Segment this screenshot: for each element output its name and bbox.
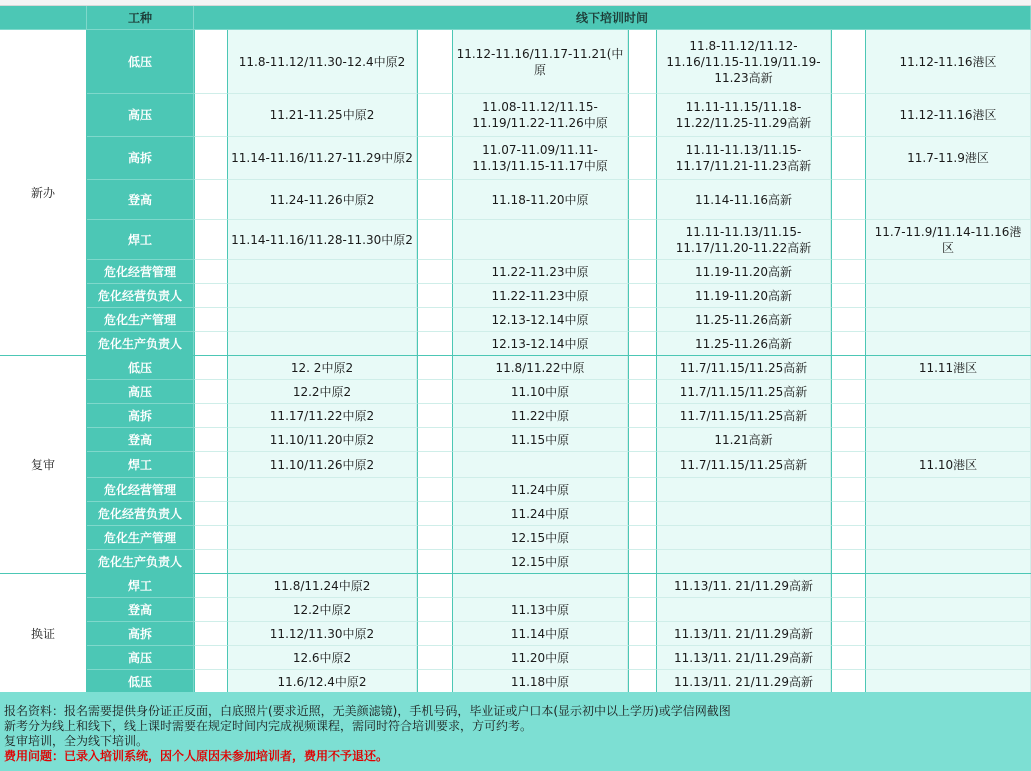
gap-cell[interactable] [628, 30, 657, 94]
gap-cell[interactable] [831, 380, 866, 404]
schedule-cell-zhongyuan[interactable]: 11.22中原 [453, 404, 628, 428]
work-type-cell[interactable]: 低压 [87, 30, 194, 94]
work-type-cell[interactable]: 危化生产负责人 [87, 332, 194, 356]
gap-cell[interactable] [831, 332, 866, 356]
gap-cell[interactable] [194, 452, 228, 478]
schedule-cell-zhongyuan[interactable]: 11.15中原 [453, 428, 628, 452]
header-category-blank[interactable] [0, 6, 87, 30]
work-type-cell[interactable]: 危化经营负责人 [87, 284, 194, 308]
gap-cell[interactable] [194, 30, 228, 94]
gap-cell[interactable] [194, 574, 228, 598]
gap-cell[interactable] [628, 137, 657, 180]
gap-cell[interactable] [831, 308, 866, 332]
schedule-cell-zhongyuan2[interactable]: 11.17/11.22中原2 [228, 404, 417, 428]
schedule-cell-zhongyuan[interactable]: 11.18-11.20中原 [453, 180, 628, 220]
schedule-cell-zhongyuan2[interactable]: 11.10/11.20中原2 [228, 428, 417, 452]
work-type-cell[interactable]: 焊工 [87, 452, 194, 478]
schedule-cell-zhongyuan2[interactable]: 12.2中原2 [228, 598, 417, 622]
gap-cell[interactable] [417, 526, 453, 550]
header-work-type[interactable]: 工种 [87, 6, 194, 30]
gap-cell[interactable] [628, 356, 657, 380]
schedule-cell-gangqu[interactable] [866, 380, 1031, 404]
gap-cell[interactable] [628, 574, 657, 598]
work-type-cell[interactable]: 低压 [87, 670, 194, 694]
schedule-cell-zhongyuan[interactable]: 12.15中原 [453, 550, 628, 574]
schedule-cell-zhongyuan2[interactable] [228, 550, 417, 574]
schedule-cell-zhongyuan[interactable]: 11.07-11.09/11.11-11.13/11.15-11.17中原 [453, 137, 628, 180]
gap-cell[interactable] [628, 622, 657, 646]
gap-cell[interactable] [194, 598, 228, 622]
schedule-cell-zhongyuan[interactable]: 12.15中原 [453, 526, 628, 550]
schedule-cell-gangqu[interactable] [866, 478, 1031, 502]
notes-panel [0, 692, 1031, 771]
work-type-cell[interactable]: 登高 [87, 598, 194, 622]
schedule-cell-gangqu[interactable] [866, 502, 1031, 526]
gap-cell[interactable] [628, 646, 657, 670]
work-type-cell[interactable]: 危化生产管理 [87, 526, 194, 550]
gap-cell[interactable] [417, 94, 453, 137]
gap-cell[interactable] [628, 180, 657, 220]
gap-cell[interactable] [194, 94, 228, 137]
schedule-cell-zhongyuan[interactable]: 11.14中原 [453, 622, 628, 646]
gap-cell[interactable] [417, 550, 453, 574]
schedule-cell-gaoxin[interactable] [657, 502, 831, 526]
schedule-cell-gangqu[interactable] [866, 428, 1031, 452]
gap-cell[interactable] [417, 404, 453, 428]
schedule-cell-zhongyuan[interactable]: 12.13-12.14中原 [453, 308, 628, 332]
work-type-cell[interactable]: 高压 [87, 94, 194, 137]
schedule-cell-zhongyuan2[interactable]: 11.6/12.4中原2 [228, 670, 417, 694]
gap-cell[interactable] [417, 260, 453, 284]
gap-cell[interactable] [628, 502, 657, 526]
gap-cell[interactable] [417, 30, 453, 94]
schedule-cell-gaoxin[interactable]: 11.25-11.26高新 [657, 308, 831, 332]
schedule-cell-zhongyuan2[interactable] [228, 478, 417, 502]
gap-cell[interactable] [417, 574, 453, 598]
schedule-cell-gaoxin[interactable]: 11.11-11.13/11.15-11.17/11.21-11.23高新 [657, 137, 831, 180]
work-type-cell[interactable]: 高压 [87, 646, 194, 670]
work-type-cell[interactable]: 危化经营管理 [87, 260, 194, 284]
gap-cell[interactable] [628, 598, 657, 622]
schedule-cell-gaoxin[interactable] [657, 550, 831, 574]
schedule-cell-gaoxin[interactable]: 11.7/11.15/11.25高新 [657, 380, 831, 404]
gap-cell[interactable] [417, 428, 453, 452]
gap-cell[interactable] [417, 220, 453, 260]
schedule-cell-zhongyuan[interactable]: 11.08-11.12/11.15-11.19/11.22-11.26中原 [453, 94, 628, 137]
category-cell[interactable]: 复审 [0, 356, 87, 574]
gap-cell[interactable] [831, 622, 866, 646]
schedule-cell-gaoxin[interactable]: 11.14-11.16高新 [657, 180, 831, 220]
gap-cell[interactable] [194, 260, 228, 284]
gap-cell[interactable] [194, 404, 228, 428]
gap-cell[interactable] [417, 356, 453, 380]
gap-cell[interactable] [831, 404, 866, 428]
gap-cell[interactable] [628, 220, 657, 260]
work-type-cell[interactable]: 高拆 [87, 137, 194, 180]
schedule-cell-gangqu[interactable] [866, 308, 1031, 332]
gap-cell[interactable] [417, 284, 453, 308]
schedule-cell-zhongyuan2[interactable]: 11.8-11.12/11.30-12.4中原2 [228, 30, 417, 94]
schedule-cell-gangqu[interactable] [866, 404, 1031, 428]
gap-cell[interactable] [831, 574, 866, 598]
schedule-cell-zhongyuan[interactable]: 11.22-11.23中原 [453, 260, 628, 284]
schedule-cell-zhongyuan2[interactable]: 12.6中原2 [228, 646, 417, 670]
gap-cell[interactable] [628, 428, 657, 452]
schedule-cell-zhongyuan[interactable]: 11.10中原 [453, 380, 628, 404]
gap-cell[interactable] [628, 526, 657, 550]
gap-cell[interactable] [628, 404, 657, 428]
schedule-cell-gaoxin[interactable]: 11.7/11.15/11.25高新 [657, 356, 831, 380]
schedule-cell-gangqu[interactable] [866, 646, 1031, 670]
schedule-cell-zhongyuan[interactable]: 11.20中原 [453, 646, 628, 670]
schedule-cell-zhongyuan2[interactable]: 12.2中原2 [228, 380, 417, 404]
gap-cell[interactable] [417, 137, 453, 180]
gap-cell[interactable] [194, 646, 228, 670]
gap-cell[interactable] [417, 308, 453, 332]
work-type-cell[interactable]: 焊工 [87, 220, 194, 260]
schedule-cell-gaoxin[interactable]: 11.7/11.15/11.25高新 [657, 404, 831, 428]
schedule-cell-gangqu[interactable] [866, 284, 1031, 308]
schedule-cell-gangqu[interactable]: 11.7-11.9港区 [866, 137, 1031, 180]
header-training-schedule[interactable]: 线下培训时间 [194, 6, 1031, 30]
note-review-training: 复审培训，全为线下培训。 [4, 734, 149, 748]
schedule-cell-zhongyuan2[interactable] [228, 502, 417, 526]
gap-cell[interactable] [831, 646, 866, 670]
schedule-cell-gaoxin[interactable] [657, 598, 831, 622]
schedule-cell-gangqu[interactable]: 11.10港区 [866, 452, 1031, 478]
schedule-cell-gaoxin[interactable]: 11.11-11.15/11.18-11.22/11.25-11.29高新 [657, 94, 831, 137]
schedule-cell-gaoxin[interactable]: 11.13/11. 21/11.29高新 [657, 574, 831, 598]
schedule-cell-gangqu[interactable]: 11.12-11.16港区 [866, 94, 1031, 137]
gap-cell[interactable] [194, 380, 228, 404]
gap-cell[interactable] [628, 284, 657, 308]
gap-cell[interactable] [194, 356, 228, 380]
gap-cell[interactable] [194, 428, 228, 452]
schedule-cell-gangqu[interactable] [866, 670, 1031, 694]
gap-cell[interactable] [194, 526, 228, 550]
schedule-cell-gaoxin[interactable]: 11.13/11. 21/11.29高新 [657, 646, 831, 670]
work-type-cell[interactable]: 焊工 [87, 574, 194, 598]
schedule-cell-zhongyuan2[interactable]: 11.14-11.16/11.28-11.30中原2 [228, 220, 417, 260]
work-type-cell[interactable]: 低压 [87, 356, 194, 380]
gap-cell[interactable] [417, 332, 453, 356]
gap-cell[interactable] [831, 670, 866, 694]
schedule-cell-zhongyuan2[interactable] [228, 308, 417, 332]
work-type-cell[interactable]: 危化经营负责人 [87, 502, 194, 526]
note-new-exam-mode: 新考分为线上和线下，线上课时需要在规定时间内完成视频课程，需同时符合培训要求，方可约考。 [4, 719, 533, 733]
schedule-cell-gaoxin[interactable]: 11.13/11. 21/11.29高新 [657, 622, 831, 646]
gap-cell[interactable] [628, 94, 657, 137]
gap-cell[interactable] [417, 502, 453, 526]
schedule-cell-zhongyuan2[interactable]: 11.10/11.26中原2 [228, 452, 417, 478]
note-registration-materials: 报名资料：报名需要提供身份证正反面，白底照片(要求近照，无美颜滤镜)，手机号码，毕业证或户口本(显示初中以上学历)或学信网截图 [4, 704, 731, 718]
gap-cell[interactable] [417, 452, 453, 478]
schedule-cell-zhongyuan2[interactable] [228, 260, 417, 284]
schedule-cell-gaoxin[interactable]: 11.7/11.15/11.25高新 [657, 452, 831, 478]
schedule-cell-zhongyuan2[interactable]: 12. 2中原2 [228, 356, 417, 380]
gap-cell[interactable] [194, 137, 228, 180]
schedule-cell-gangqu[interactable]: 11.12-11.16港区 [866, 30, 1031, 94]
gap-cell[interactable] [628, 308, 657, 332]
schedule-cell-gangqu[interactable]: 11.11港区 [866, 356, 1031, 380]
gap-cell[interactable] [194, 622, 228, 646]
schedule-cell-zhongyuan2[interactable]: 11.24-11.26中原2 [228, 180, 417, 220]
gap-cell[interactable] [831, 284, 866, 308]
schedule-cell-gangqu[interactable] [866, 574, 1031, 598]
gap-cell[interactable] [417, 478, 453, 502]
gap-cell[interactable] [194, 284, 228, 308]
gap-cell[interactable] [831, 478, 866, 502]
schedule-cell-gangqu[interactable] [866, 332, 1031, 356]
work-type-cell[interactable]: 登高 [87, 180, 194, 220]
gap-cell[interactable] [831, 220, 866, 260]
gap-cell[interactable] [831, 94, 866, 137]
schedule-cell-gangqu[interactable] [866, 550, 1031, 574]
schedule-cell-zhongyuan2[interactable] [228, 284, 417, 308]
schedule-cell-zhongyuan2[interactable]: 11.21-11.25中原2 [228, 94, 417, 137]
schedule-cell-zhongyuan[interactable]: 11.24中原 [453, 478, 628, 502]
gap-cell[interactable] [417, 380, 453, 404]
gap-cell[interactable] [194, 670, 228, 694]
gap-cell[interactable] [194, 550, 228, 574]
work-type-cell[interactable]: 高压 [87, 380, 194, 404]
schedule-cell-zhongyuan2[interactable]: 11.12/11.30中原2 [228, 622, 417, 646]
schedule-cell-zhongyuan2[interactable] [228, 526, 417, 550]
schedule-cell-gangqu[interactable] [866, 526, 1031, 550]
schedule-cell-gaoxin[interactable]: 11.25-11.26高新 [657, 332, 831, 356]
schedule-cell-zhongyuan[interactable]: 11.13中原 [453, 598, 628, 622]
gap-cell[interactable] [831, 30, 866, 94]
gap-cell[interactable] [628, 478, 657, 502]
gap-cell[interactable] [194, 502, 228, 526]
schedule-cell-zhongyuan[interactable] [453, 452, 628, 478]
category-cell[interactable]: 换证 [0, 574, 87, 694]
schedule-cell-gaoxin[interactable] [657, 526, 831, 550]
schedule-cell-gangqu[interactable] [866, 598, 1031, 622]
gap-cell[interactable] [628, 332, 657, 356]
gap-cell[interactable] [417, 598, 453, 622]
schedule-cell-zhongyuan[interactable]: 11.12-11.16/11.17-11.21(中原 [453, 30, 628, 94]
gap-cell[interactable] [417, 646, 453, 670]
gap-cell[interactable] [628, 380, 657, 404]
schedule-cell-zhongyuan[interactable]: 11.8/11.22中原 [453, 356, 628, 380]
gap-cell[interactable] [628, 452, 657, 478]
gap-cell[interactable] [831, 428, 866, 452]
work-type-cell[interactable]: 危化生产负责人 [87, 550, 194, 574]
gap-cell[interactable] [417, 180, 453, 220]
schedule-cell-zhongyuan[interactable]: 11.24中原 [453, 502, 628, 526]
gap-cell[interactable] [831, 502, 866, 526]
gap-cell[interactable] [831, 137, 866, 180]
schedule-cell-gangqu[interactable] [866, 180, 1031, 220]
schedule-cell-zhongyuan[interactable]: 11.22-11.23中原 [453, 284, 628, 308]
schedule-cell-gaoxin[interactable]: 11.19-11.20高新 [657, 260, 831, 284]
note-fee-warning: 费用问题：已录入培训系统，因个人原因未参加培训者，费用不予退还。 [4, 749, 389, 763]
gap-cell[interactable] [831, 550, 866, 574]
gap-cell[interactable] [417, 670, 453, 694]
schedule-cell-zhongyuan[interactable]: 12.13-12.14中原 [453, 332, 628, 356]
gap-cell[interactable] [628, 260, 657, 284]
gap-cell[interactable] [831, 526, 866, 550]
work-type-cell[interactable]: 登高 [87, 428, 194, 452]
schedule-cell-gaoxin[interactable]: 11.11-11.13/11.15-11.17/11.20-11.22高新 [657, 220, 831, 260]
work-type-cell[interactable]: 高拆 [87, 404, 194, 428]
schedule-cell-gaoxin[interactable]: 11.19-11.20高新 [657, 284, 831, 308]
schedule-cell-zhongyuan[interactable] [453, 574, 628, 598]
schedule-cell-gaoxin[interactable]: 11.8-11.12/11.12-11.16/11.15-11.19/11.19-11.23高新 [657, 30, 831, 94]
category-cell[interactable]: 新办 [0, 30, 87, 356]
gap-cell[interactable] [831, 180, 866, 220]
gap-cell[interactable] [831, 356, 866, 380]
gap-cell[interactable] [194, 308, 228, 332]
work-type-cell[interactable]: 危化经营管理 [87, 478, 194, 502]
schedule-cell-gaoxin[interactable] [657, 478, 831, 502]
schedule-cell-gangqu[interactable]: 11.7-11.9/11.14-11.16港区 [866, 220, 1031, 260]
schedule-cell-gangqu[interactable] [866, 260, 1031, 284]
gap-cell[interactable] [194, 478, 228, 502]
schedule-cell-zhongyuan[interactable] [453, 220, 628, 260]
gap-cell[interactable] [831, 598, 866, 622]
schedule-cell-gangqu[interactable] [866, 622, 1031, 646]
gap-cell[interactable] [417, 622, 453, 646]
gap-cell[interactable] [628, 670, 657, 694]
gap-cell[interactable] [831, 452, 866, 478]
gap-cell[interactable] [628, 550, 657, 574]
work-type-cell[interactable]: 高拆 [87, 622, 194, 646]
gap-cell[interactable] [194, 332, 228, 356]
gap-cell[interactable] [194, 180, 228, 220]
work-type-cell[interactable]: 危化生产管理 [87, 308, 194, 332]
gap-cell[interactable] [194, 220, 228, 260]
schedule-cell-zhongyuan2[interactable]: 11.14-11.16/11.27-11.29中原2 [228, 137, 417, 180]
schedule-cell-gaoxin[interactable]: 11.13/11. 21/11.29高新 [657, 670, 831, 694]
schedule-cell-zhongyuan2[interactable]: 11.8/11.24中原2 [228, 574, 417, 598]
schedule-cell-zhongyuan2[interactable] [228, 332, 417, 356]
schedule-cell-gaoxin[interactable]: 11.21高新 [657, 428, 831, 452]
schedule-cell-zhongyuan[interactable]: 11.18中原 [453, 670, 628, 694]
gap-cell[interactable] [831, 260, 866, 284]
